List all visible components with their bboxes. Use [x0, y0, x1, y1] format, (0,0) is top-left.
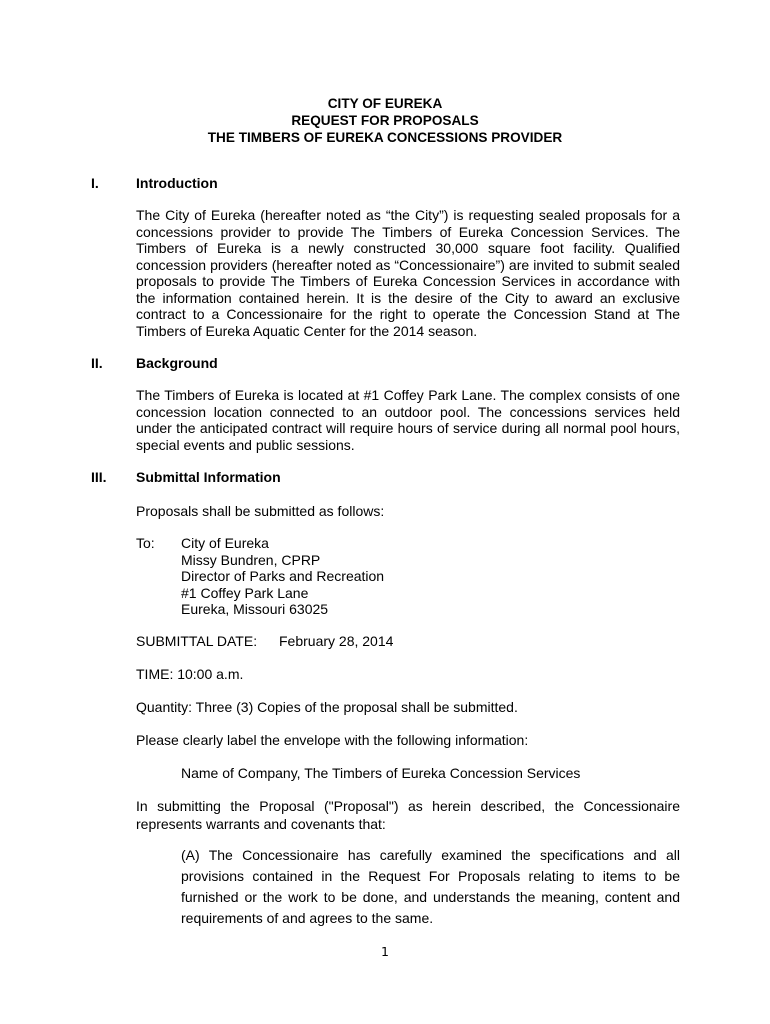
item-a-paragraph: (A) The Concessionaire has carefully examined the specifications and all provisions contained in the Request For Proposals relating to items to be furnished or the work to be done, and understands the meaning, content and requirements of and agrees to the same.: [181, 847, 680, 926]
header-rfp: REQUEST FOR PROPOSALS: [291, 113, 479, 128]
address-line: #1 Coffey Park Lane: [181, 584, 309, 601]
envelope-label-text: Name of Company, The Timbers of Eureka Concession Services: [181, 765, 581, 781]
submittal-quantity: Quantity: Three (3) Copies of the proposal shall be submitted.: [136, 699, 518, 715]
section-number-introduction: I.: [91, 175, 99, 191]
address-line: Director of Parks and Recreation: [181, 568, 385, 584]
page-number: 1: [381, 944, 389, 959]
section-title-introduction: Introduction: [136, 175, 218, 191]
header-project: THE TIMBERS OF EUREKA CONCESSIONS PROVIDER: [207, 130, 563, 145]
header-city: CITY OF EUREKA: [327, 96, 443, 111]
document-header: [0, 95, 770, 146]
label-instruction: Please clearly label the envelope with the following information:: [136, 732, 529, 748]
submittal-date-value: February 28, 2014: [279, 633, 394, 649]
submittal-time: TIME: 10:00 a.m.: [136, 666, 244, 682]
section-number-submittal: III.: [91, 469, 107, 485]
address-line: Missy Bundren, CPRP: [181, 551, 321, 568]
to-label: To:: [136, 535, 155, 551]
background-paragraph: The Timbers of Eureka is located at #1 Coffey Park Lane. The complex consists of one concession location connected to an outdoor pool. The concessions services held under the anticipated contract will require hours of service during all normal pool hours, special events and public sessions.: [136, 387, 680, 453]
address-line: Eureka, Missouri 63025: [181, 601, 329, 617]
submittal-date-label: SUBMITTAL DATE:: [136, 633, 258, 649]
section-title-background: Background: [136, 355, 218, 371]
section-title-submittal: Submittal Information: [136, 469, 281, 485]
representation-paragraph: In submitting the Proposal ("Proposal") as herein described, the Concessionaire represents warrants and covenants that:: [136, 798, 680, 832]
address-line: City of Eureka: [181, 535, 269, 551]
mailing-address: [181, 535, 384, 618]
introduction-paragraph: The City of Eureka (hereafter noted as “the City”) is requesting sealed proposals for a concessions provider to provide The Timbers of Eureka Concession Services. The Timbers of Eureka is a newly constructed 30,000 square foot facility. Qualified concession providers (hereafter noted as “Concessionaire”) are invited to submit sealed proposals to provide The Timbers of Eureka Concession Services in accordance with the information contained herein. It is the desire of the City to award an exclusive contract to a Concessionaire for the right to operate the Concession Stand at The Timbers of Eureka Aquatic Center for the 2014 season.: [136, 207, 680, 339]
submittal-intro: Proposals shall be submitted as follows:: [136, 503, 385, 519]
section-number-background: II.: [91, 355, 103, 371]
